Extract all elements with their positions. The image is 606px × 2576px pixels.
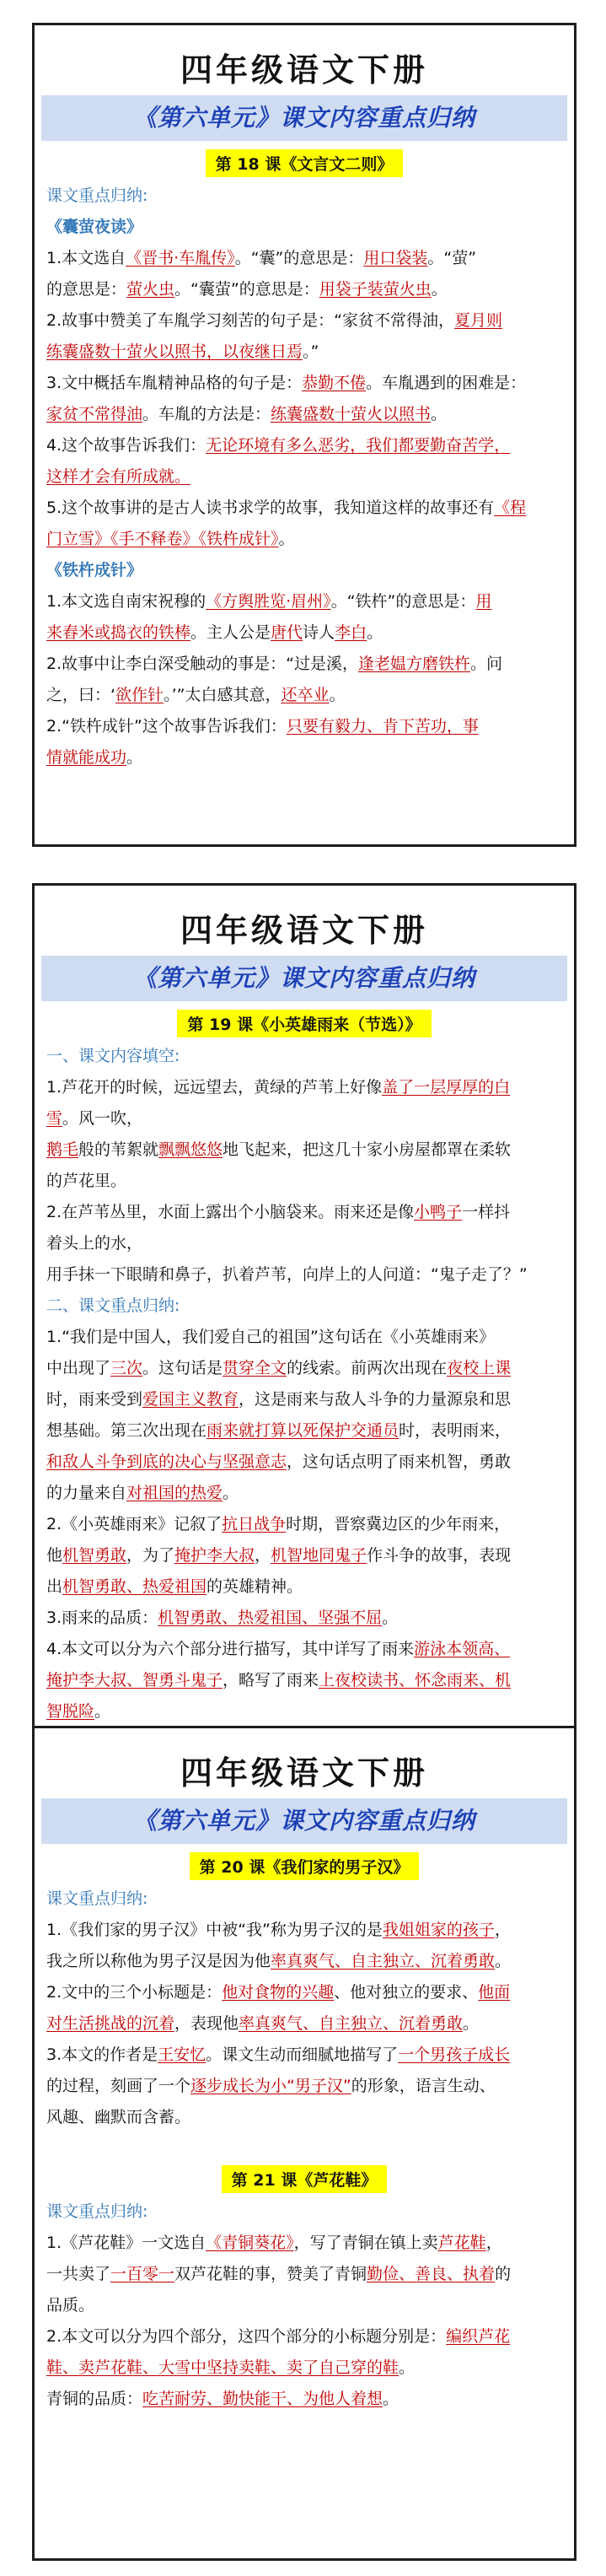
unit-banner: 《第六单元》课文内容重点归纳 — [41, 95, 567, 141]
text-run: 。 — [431, 280, 448, 299]
text-line — [46, 1041, 562, 1072]
text-line — [46, 1197, 562, 1228]
key-phrase: 鹅毛 — [46, 1140, 79, 1159]
text-run: 。“囊”的意思是： — [234, 249, 364, 267]
text-run: 2.文中的三个小标题是： — [46, 1983, 223, 2002]
text-run: 诗人 — [303, 623, 335, 642]
text-run: 。 — [223, 1484, 239, 1502]
text-run: 。 — [431, 405, 448, 423]
text-run: 的线索。前两次出现在 — [287, 1359, 448, 1377]
text-run: 时，表明雨来， — [399, 1421, 512, 1440]
text-run: 。 — [278, 530, 295, 548]
key-phrase: 吃苦耐劳、勤快能干、为他人着想 — [142, 2390, 383, 2408]
text-line — [46, 1540, 562, 1571]
text-run: 双芦花鞋的事，赞美了青铜 — [174, 2265, 367, 2283]
text-run: 2.故事中赞美了车胤学习刻苦的句子是：“家贫不常得油， — [46, 311, 454, 330]
text-run: 时，雨来受到 — [46, 1390, 143, 1409]
text-run: 用手抹一下眼睛和鼻子，扒着芦苇，向岸上的人问道：“鬼子走了？” — [46, 1265, 528, 1284]
text-line — [46, 461, 562, 493]
text-run: 、他对独立的要求、 — [334, 1983, 479, 2002]
lesson-content — [35, 2196, 574, 2415]
text-line — [46, 1291, 562, 1322]
text-run: 1.芦花开的时候，远远望去，黄绿的芦苇上好像 — [46, 1078, 383, 1097]
lesson-title: 第 18 课《文言文二则》 — [206, 149, 404, 177]
unit-banner: 《第六单元》课文内容重点归纳 — [41, 956, 567, 1001]
subtitle: 《囊萤夜读》 — [46, 218, 143, 236]
text-run: 。 — [329, 686, 346, 704]
text-run: 青铜的品质： — [46, 2390, 143, 2408]
text-run: ， — [494, 1921, 511, 1939]
text-run: 。 — [463, 2014, 480, 2033]
key-phrase: 李白 — [335, 623, 367, 642]
text-run: 3.本文的作者是 — [46, 2045, 158, 2064]
key-phrase: 练囊盛数十萤火以照书，以夜继日焉 — [46, 342, 303, 361]
text-run: 。“囊萤”的意思是： — [174, 280, 319, 299]
text-run: 。风一吹， — [62, 1109, 143, 1128]
key-phrase: 雨来就打算以死保护交通员 — [206, 1421, 400, 1440]
page-title: 四年级语文下册 — [180, 51, 428, 89]
key-phrase: 雪 — [46, 1109, 63, 1128]
text-line — [46, 2352, 562, 2384]
text-run: 的 — [495, 2265, 512, 2283]
key-phrase: 游泳本领高、 — [414, 1640, 511, 1658]
text-line — [46, 2040, 562, 2071]
key-phrase: 夏月则 — [453, 311, 502, 330]
text-line — [46, 337, 562, 368]
text-line — [46, 1259, 562, 1291]
text-run: ，这句话点明了雨来机智，勇敢 — [287, 1452, 512, 1471]
text-line — [46, 1571, 562, 1603]
text-line — [46, 1915, 562, 1946]
text-line — [46, 680, 562, 711]
unit-banner: 《第六单元》课文内容重点归纳 — [41, 1798, 567, 1844]
text-line — [46, 1415, 562, 1447]
key-phrase: 勤俭、善良、执着 — [367, 2265, 496, 2283]
text-run: 2.“铁杵成针”这个故事告诉我们： — [46, 717, 287, 736]
text-run: 。 — [495, 1952, 512, 1970]
key-phrase: 还卒业 — [281, 686, 330, 704]
key-phrase: 用 — [475, 592, 492, 611]
note-card-2 — [32, 883, 577, 1728]
text-run: 一样抖 — [462, 1203, 511, 1221]
key-phrase: 这样才会有所成就。 — [46, 467, 191, 486]
key-phrase: 芦花鞋 — [437, 2234, 486, 2252]
key-phrase: 编织芦花 — [446, 2327, 511, 2346]
text-line — [46, 2196, 562, 2228]
text-run: ，表现他 — [174, 2014, 239, 2033]
text-line — [46, 430, 562, 461]
key-phrase: 掩护李大叔、智勇斗鬼子 — [46, 1671, 223, 1689]
text-line — [46, 181, 562, 212]
text-line — [46, 1228, 562, 1259]
text-line — [46, 2071, 562, 2102]
section-label: 课文重点归纳: — [46, 2202, 148, 2221]
text-run: 。这句话是 — [142, 1359, 223, 1377]
key-phrase: 和敌人斗争到底的决心与坚强意志 — [46, 1452, 287, 1471]
text-line — [46, 1634, 562, 1665]
key-phrase: 他面 — [478, 1983, 511, 2002]
text-line — [46, 1103, 562, 1134]
text-run: 。课文生动而细腻地描写了 — [206, 2045, 399, 2064]
text-run: 一共卖了 — [46, 2265, 111, 2283]
text-run: 。 — [126, 748, 143, 767]
text-run: 。’”太白感其意， — [164, 686, 282, 704]
text-run: 2.在芦苇丛里，水面上露出个小脑袋来。雨来还是像 — [46, 1203, 415, 1221]
page-title: 四年级语文下册 — [180, 1754, 428, 1792]
spacer — [35, 2133, 574, 2157]
key-phrase: 盖了一层厚厚的白 — [382, 1078, 511, 1097]
text-line — [46, 586, 562, 617]
text-run: 中出现了 — [46, 1359, 111, 1377]
text-run: 品质。 — [46, 2296, 95, 2315]
key-phrase: 掩护李大叔 — [174, 1546, 255, 1565]
text-run: 4.这个故事告诉我们： — [46, 436, 206, 455]
key-phrase: 鞋、卖芦花鞋、大雪中坚持卖鞋、卖了自己穿的鞋 — [46, 2358, 400, 2377]
key-phrase: 无论环境有多么恶劣，我们都要勤奋苦学， — [206, 436, 511, 455]
text-run: ， — [485, 2234, 502, 2252]
key-phrase: 情就能成功 — [46, 748, 127, 767]
text-line — [46, 368, 562, 399]
text-run: 风趣、幽默而含蓄。 — [46, 2108, 191, 2126]
text-line — [46, 305, 562, 337]
text-run: 。” — [303, 342, 319, 361]
text-run: 。“萤” — [427, 249, 477, 267]
key-phrase: 我姐姐家的孩子 — [382, 1921, 495, 1939]
key-phrase: 他对食物的兴趣 — [222, 1983, 335, 2002]
text-run: 。 — [94, 1702, 111, 1721]
key-phrase: 《方舆胜览·眉州》 — [206, 592, 331, 611]
text-run: 的力量来自 — [46, 1484, 127, 1502]
key-phrase: 率真爽气、自主独立、沉着勇敢 — [271, 1952, 496, 1970]
key-phrase: 恭勤不倦 — [302, 374, 367, 392]
text-line — [46, 1072, 562, 1103]
text-run: 般的苇絮就 — [78, 1140, 159, 1159]
key-phrase: 只要有毅力、肯下苦功，事 — [286, 717, 479, 736]
text-run: 3.雨来的品质： — [46, 1609, 158, 1627]
key-phrase: 小鸭子 — [414, 1203, 463, 1221]
key-phrase: 门立雪》《手不释卷》《铁杵成针》 — [46, 530, 279, 548]
text-line — [46, 2321, 562, 2352]
text-line — [46, 1478, 562, 1509]
key-phrase: 《晋书·车胤传》 — [126, 249, 235, 267]
key-phrase: 机智勇敢、热爱祖国、坚强不屈 — [158, 1609, 383, 1627]
text-run: 。 — [383, 2390, 400, 2408]
key-phrase: 上夜校读书、怀念雨来、机 — [319, 1671, 512, 1689]
text-line — [46, 555, 562, 586]
text-run: 。主人公是 — [190, 623, 271, 642]
text-line — [46, 493, 562, 524]
text-line — [46, 2228, 562, 2259]
text-run: 4.本文可以分为六个部分进行描写，其中详写了雨来 — [46, 1640, 415, 1658]
text-line — [46, 212, 562, 243]
key-phrase: 萤火虫 — [126, 280, 175, 299]
text-line — [46, 1665, 562, 1696]
text-run: 。“铁杵”的意思是： — [330, 592, 476, 611]
text-line — [46, 2259, 562, 2290]
text-run: 。车胤遇到的困难是： — [366, 374, 527, 392]
key-phrase: 机智勇敢、热爱祖国 — [62, 1577, 207, 1596]
text-line — [46, 1353, 562, 1384]
text-run: 1.本文选自 — [46, 249, 126, 267]
key-phrase: 机智勇敢 — [62, 1546, 127, 1565]
key-phrase: 夜校上课 — [447, 1359, 512, 1377]
lesson-content — [35, 1041, 574, 1727]
text-line — [46, 1134, 562, 1166]
text-line — [46, 243, 562, 274]
text-run: ，这是雨来与敌人斗争的力量源泉和思 — [239, 1390, 512, 1409]
text-run: 1.“我们是中国人，我们爱自己的祖国”这句话在《小英雄雨来》 — [46, 1328, 495, 1346]
text-run: 的意思是： — [46, 280, 127, 299]
text-run: 1.本文选自南宋祝穆的 — [46, 592, 206, 611]
key-phrase: 逢老媪方磨铁杵 — [357, 655, 470, 673]
text-line — [46, 2008, 562, 2040]
text-run: 之，曰：‘ — [46, 686, 116, 704]
text-run: 2.故事中让李白深受触动的事是：“过是溪， — [46, 655, 358, 673]
text-line — [46, 1977, 562, 2008]
key-phrase: 练囊盛数十萤火以照书 — [271, 405, 432, 423]
lesson-title: 第 21 课《芦花鞋》 — [222, 2165, 388, 2193]
lesson-content — [35, 1883, 574, 2133]
text-line — [46, 1166, 562, 1197]
text-run: 我之所以称他为男子汉是因为他 — [46, 1952, 271, 1970]
lesson-title: 第 19 课《小英雄雨来（节选）》 — [177, 1010, 431, 1037]
text-run: 1.《我们家的男子汉》中被“我”称为男子汉的是 — [46, 1921, 383, 1939]
text-run: ，为了 — [126, 1546, 175, 1565]
text-line — [46, 2290, 562, 2321]
key-phrase: 抗日战争 — [222, 1515, 287, 1533]
text-run: 2.《小英雄雨来》记叙了 — [46, 1515, 223, 1533]
key-phrase: 机智地同鬼子 — [271, 1546, 367, 1565]
key-phrase: 率真爽气、自主独立、沉着勇敢 — [239, 2014, 464, 2033]
text-line — [46, 2102, 562, 2133]
text-line — [46, 524, 562, 555]
text-run: 1.《芦花鞋》一文选自 — [46, 2234, 206, 2252]
text-run: 。 — [399, 2358, 416, 2377]
note-card-1 — [32, 23, 577, 847]
text-run: 的英雄精神。 — [206, 1577, 303, 1596]
text-run: 着头上的水， — [46, 1234, 143, 1253]
text-run: 。车胤的方法是： — [142, 405, 271, 423]
text-run: 。 — [382, 1609, 399, 1627]
lesson-content — [35, 181, 574, 773]
text-line — [46, 711, 562, 742]
text-line — [46, 1946, 562, 1977]
key-phrase: 王安忆 — [158, 2045, 206, 2064]
text-run: 想基础。第三次出现在 — [46, 1421, 207, 1440]
text-run: 他 — [46, 1546, 63, 1565]
key-phrase: 《青铜葵花》 — [206, 2234, 294, 2252]
text-line — [46, 649, 562, 680]
key-phrase: 智脱险 — [46, 1702, 95, 1721]
key-phrase: 对生活挑战的沉着 — [46, 2014, 175, 2033]
text-run: 的过程，刻画了一个 — [46, 2077, 191, 2095]
text-run: ，写了青铜在镇上卖 — [293, 2234, 438, 2252]
subtitle: 《铁杵成针》 — [46, 561, 143, 579]
text-line — [46, 399, 562, 430]
text-line — [46, 1509, 562, 1540]
text-line — [46, 742, 562, 773]
key-phrase: 贯穿全文 — [223, 1359, 287, 1377]
key-phrase: 唐代 — [271, 623, 303, 642]
key-phrase: 爱国主义教育 — [142, 1390, 239, 1409]
text-run: 的形象，语言生动、 — [351, 2077, 496, 2095]
key-phrase: 《程 — [494, 498, 527, 517]
key-phrase: 欲作针 — [115, 686, 164, 704]
text-run: ，略写了雨来 — [223, 1671, 319, 1689]
text-run: 时期，晋察冀边区的少年雨来， — [286, 1515, 511, 1533]
key-phrase: 对祖国的热爱 — [126, 1484, 223, 1502]
section-label: 课文重点归纳: — [46, 186, 148, 205]
page-title: 四年级语文下册 — [180, 911, 428, 949]
key-phrase: 飘飘悠悠 — [158, 1140, 223, 1159]
text-line — [46, 274, 562, 305]
text-run: 的芦花里。 — [46, 1172, 127, 1190]
text-run: ， — [255, 1546, 271, 1565]
text-run: 作斗争的故事，表现 — [367, 1546, 512, 1565]
text-line — [46, 1322, 562, 1353]
note-card-3 — [32, 1726, 577, 2561]
key-phrase: 一个男孩子成长 — [398, 2045, 511, 2064]
text-run: 。问 — [470, 655, 503, 673]
text-line — [46, 1883, 562, 1915]
key-phrase: 逐步成长为小“男子汉” — [190, 2077, 351, 2095]
lesson-title: 第 20 课《我们家的男子汉》 — [190, 1852, 420, 1880]
key-phrase: 三次 — [110, 1359, 143, 1377]
text-line — [46, 1603, 562, 1634]
text-line — [46, 617, 562, 649]
key-phrase: 用袋子装萤火虫 — [319, 280, 432, 299]
key-phrase: 一百零一 — [110, 2265, 175, 2283]
key-phrase: 来舂米或捣衣的铁棒 — [46, 623, 191, 642]
text-line — [46, 2384, 562, 2415]
text-line — [46, 1696, 562, 1727]
text-run: 地飞起来，把这几十家小房屋都罩在柔软 — [223, 1140, 512, 1159]
text-run: 2.本文可以分为四个部分，这四个部分的小标题分别是： — [46, 2327, 447, 2346]
text-run: 3.文中概括车胤精神品格的句子是： — [46, 374, 303, 392]
section-label: 二、课文重点归纳: — [46, 1296, 180, 1315]
section-label: 课文重点归纳: — [46, 1889, 148, 1908]
key-phrase: 家贫不常得油 — [46, 405, 143, 423]
text-line — [46, 1447, 562, 1478]
text-line — [46, 1384, 562, 1415]
text-run: 。 — [367, 623, 383, 642]
text-run: 5.这个故事讲的是古人读书求学的故事，我知道这样的故事还有 — [46, 498, 495, 517]
text-run: 出 — [46, 1577, 63, 1596]
section-label: 一、课文内容填空: — [46, 1047, 180, 1065]
key-phrase: 用口袋装 — [363, 249, 428, 267]
